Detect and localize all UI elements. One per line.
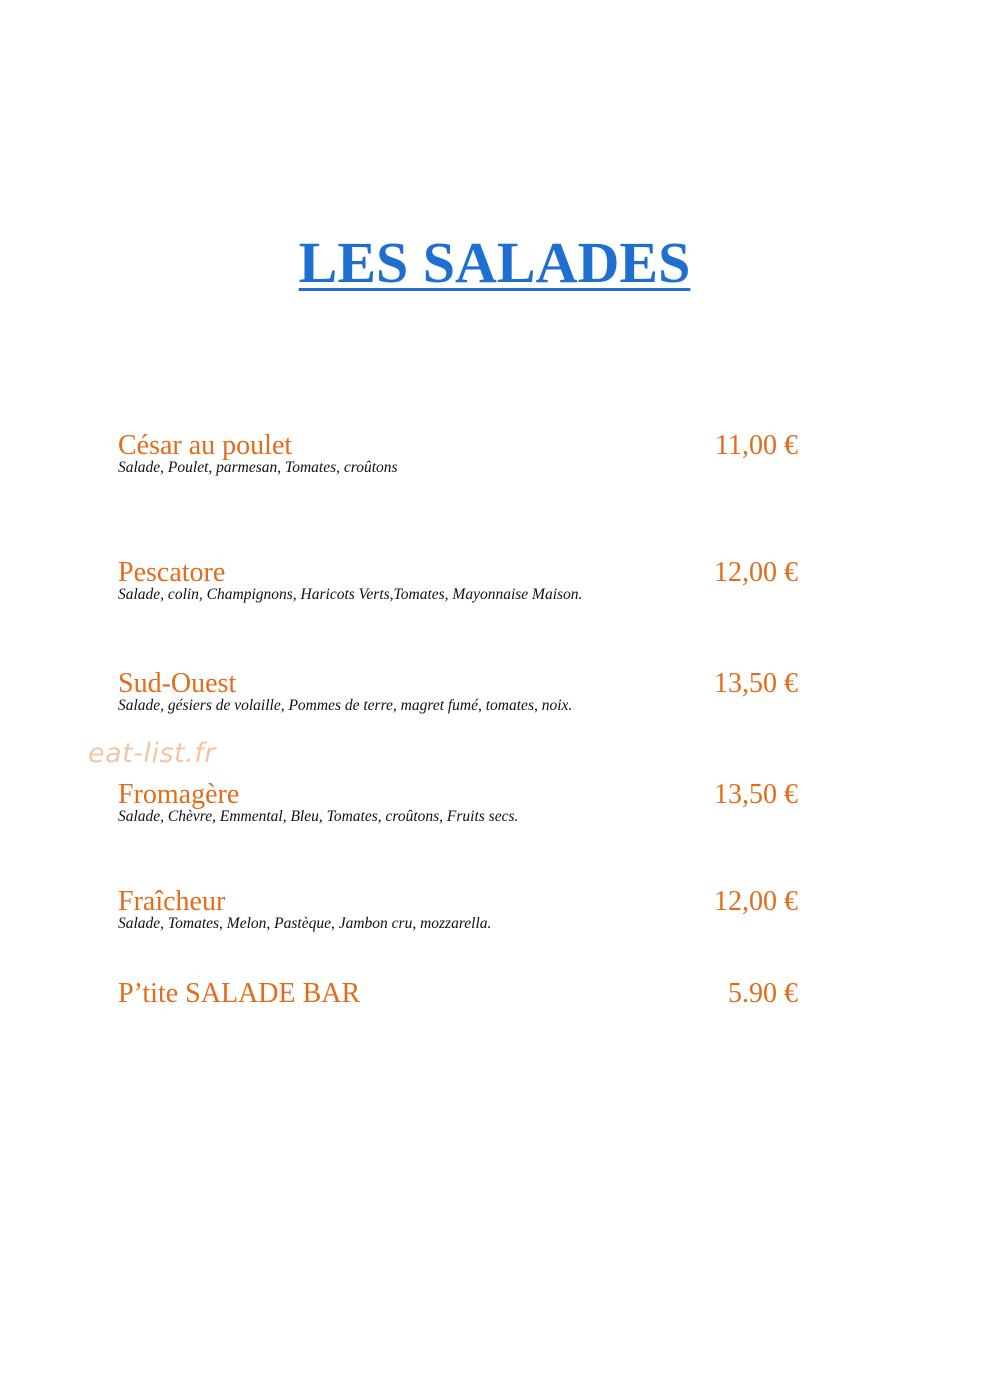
menu-item-name: César au poulet [118,430,293,461]
menu-item [118,557,798,603]
menu-item-name: Pescatore [118,557,226,588]
menu-item [118,430,798,476]
menu-item [118,668,798,714]
menu-item-description: Salade, Chèvre, Emmental, Bleu, Tomates, croûtons, Fruits secs. [118,808,519,825]
menu-title: LES SALADES [298,230,691,295]
menu-item-description: Salade, gésiers de volaille, Pommes de terre, magret fumé, tomates, noix. [118,697,573,714]
menu-item-name: Fraîcheur [118,886,226,917]
menu-item-price: 12,00 € [714,886,798,917]
menu-item-description: Salade, Tomates, Melon, Pastèque, Jambon cru, mozzarella. [118,915,492,932]
menu-item-name: P’tite SALADE BAR [118,978,361,1009]
menu-item-price: 11,00 € [715,430,798,461]
menu-item [118,886,798,932]
menu-item-price: 13,50 € [714,668,798,699]
menu-item-price: 13,50 € [714,779,798,810]
menu-item [118,978,798,1012]
menu-item-price: 12,00 € [714,557,798,588]
menu-item-name: Fromagère [118,779,240,810]
menu-item-price: 5.90 € [728,978,798,1009]
menu-item-description: Salade, colin, Champignons, Haricots Verts,Tomates, Mayonnaise Maison. [118,586,583,603]
menu-item [118,779,798,825]
menu-item-name: Sud-Ouest [118,668,237,699]
menu-item-description: Salade, Poulet, parmesan, Tomates, croûtons [118,459,398,476]
watermark-text: eat-list.fr [88,738,216,769]
